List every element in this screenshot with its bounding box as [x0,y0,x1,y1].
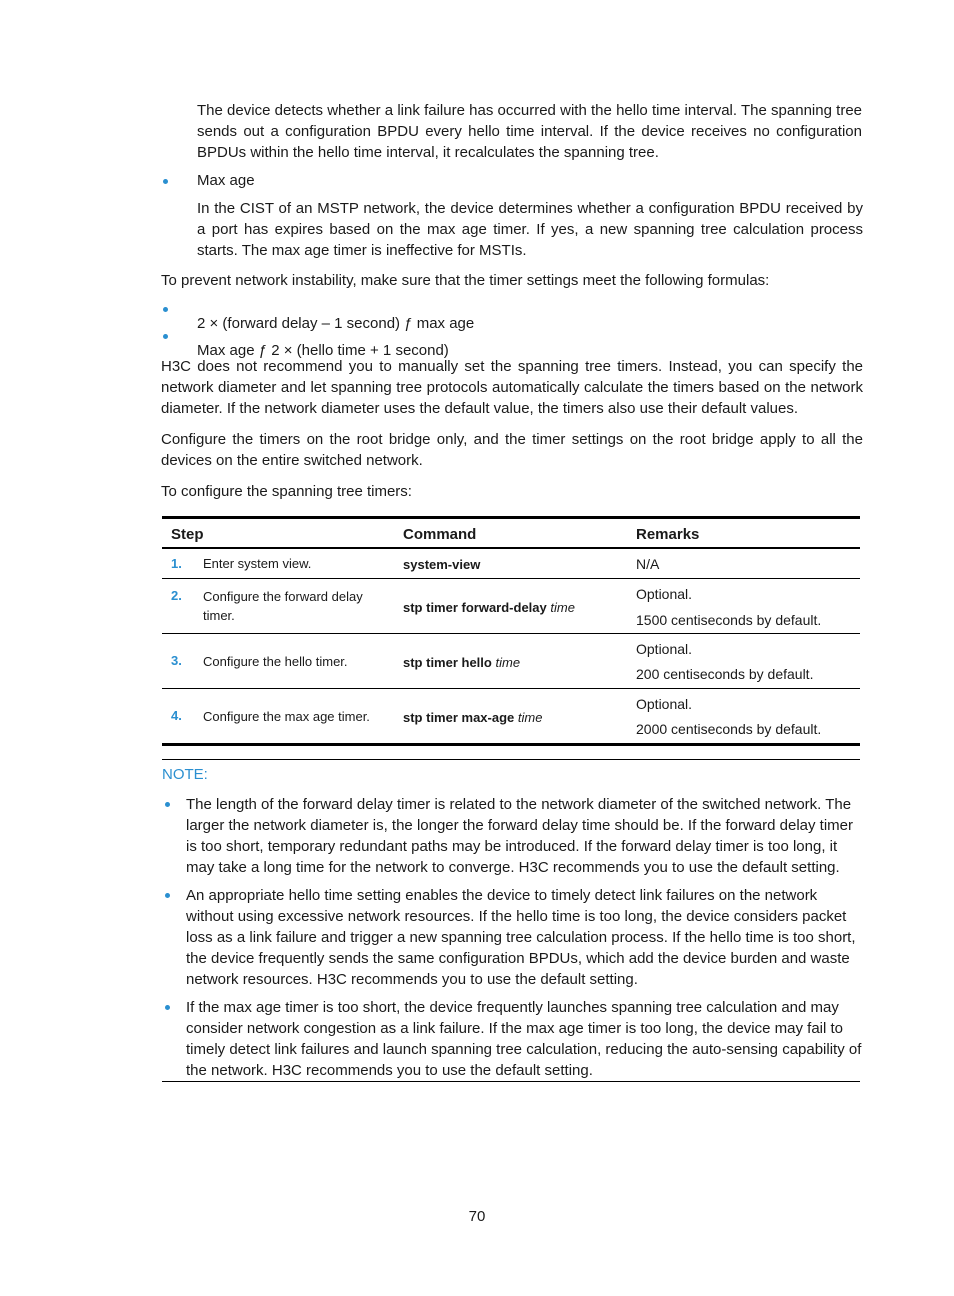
remark-default: 200 centiseconds by default. [636,666,814,682]
note-item: The length of the forward delay timer is related to the network diameter of the switched network. The larger the network diameter is, the longer the forward delay time should be. If the forward delay timer is too short, temporary redundant paths may be introduced. If the forward delay timer is too long, it may take a long time for the network to converge. H3C recommends you to use the default setting. [186,796,853,876]
note-top-rule [162,759,860,760]
table-header-row [162,519,860,549]
step-number: 3. [171,653,182,668]
bullet-icon [163,334,168,339]
header-step: Step [171,526,204,543]
hello-time-paragraph: The device detects whether a link failure has occurred with the hello time interval. The spanning tree sends out a configuration BPDU every hello time interval. If the device receives no configuration BPDUs within the hello time interval, it recalculates the spanning tree. [197,102,862,161]
step-number: 1. [171,556,182,571]
lead-in-text: To configure the spanning tree timers: [161,483,412,500]
command-text: stp timer max-age time [403,710,543,725]
table-row [162,689,860,746]
note-item: An appropriate hello time setting enables the device to timely detect link failures on the network without using excessive network resources. If the hello time is too long, the device considers packet loss as a link failure and trigger a new spanning tree calculation process. If the hello time is too short, the device frequently sends the same configuration BPDUs, which add the device burden and waste network resources. H3C recommends you to use the default setting. [186,887,856,988]
note-item: If the max age timer is too short, the device frequently launches spanning tree calculation and may consider network congestion as a link failure. If the max age timer is too long, the device may fail to timely detect link failures and launch spanning tree calculation, reducing the auto-sensing capability of the network. H3C recommends you to use the default setting. [186,999,862,1079]
bullet-icon [165,802,170,807]
bullet-icon [163,179,168,184]
step-number: 2. [171,588,182,603]
max-age-label: Max age [197,172,255,189]
header-command: Command [403,526,477,543]
recommend-paragraph: H3C does not recommend you to manually set the spanning tree timers. Instead, you can specify the network diameter and let spanning tree protocols automatically calculate the timers based on the network diameter. If the network diameter uses the default value, the timers also use their default values. [161,358,863,417]
step-description: Configure the forward delay timer. [203,589,363,623]
remark-optional: Optional. [636,696,693,712]
header-remarks: Remarks [636,526,700,543]
table-row [162,549,860,579]
formula-2: Max age ƒ 2 × (hello time + 1 second) [197,342,449,359]
table-row [162,634,860,689]
bullet-icon [165,893,170,898]
page-number: 70 [468,1208,486,1225]
step-description: Configure the hello timer. [203,654,348,669]
timer-config-table [162,516,860,746]
bullet-icon [163,307,168,312]
remark-text: N/A [636,556,660,572]
step-number: 4. [171,708,182,723]
prevent-paragraph: To prevent network instability, make sure that the timer settings meet the following formulas: [161,272,770,289]
formula-1: 2 × (forward delay – 1 second) ƒ max age [197,315,475,332]
step-description: Enter system view. [203,556,312,571]
note-label: NOTE: [162,766,208,783]
command-text: stp timer forward-delay time [403,600,575,615]
command-text: stp timer hello time [403,655,521,670]
configure-paragraph: Configure the timers on the root bridge only, and the timer settings on the root bridge apply to all the devices on the entire switched network. [161,431,863,469]
max-age-paragraph: In the CIST of an MSTP network, the device determines whether a configuration BPDU received by a port has expires based on the max age timer. If yes, a new spanning tree calculation process starts. The max age timer is ineffective for MSTIs. [197,200,863,259]
remark-default: 2000 centiseconds by default. [636,721,822,737]
bullet-icon [165,1005,170,1010]
step-description: Configure the max age timer. [203,709,370,724]
remark-optional: Optional. [636,641,693,657]
table-row [162,579,860,634]
command-text: system-view [403,557,481,572]
note-bottom-rule [162,1081,860,1082]
remark-optional: Optional. [636,586,693,602]
remark-default: 1500 centiseconds by default. [636,612,822,628]
